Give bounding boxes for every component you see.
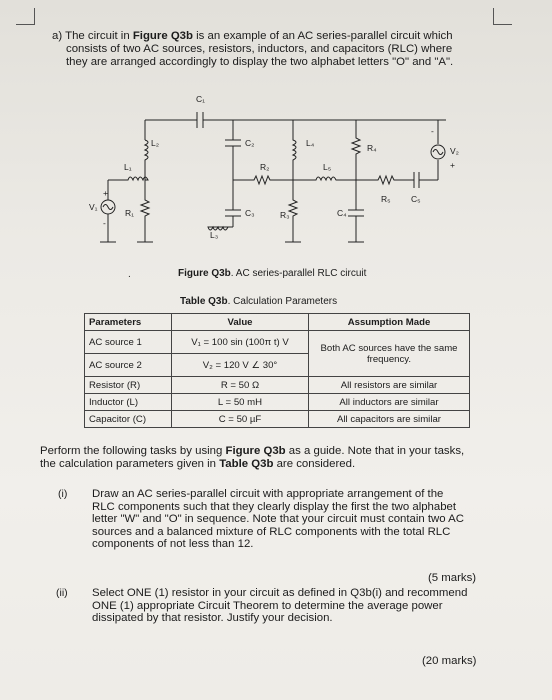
cell-assumption: All resistors are similar	[309, 377, 470, 394]
intro-text: is an example of an AC series-parallel circuit which	[192, 30, 453, 42]
cell-param: Capacitor (C)	[85, 411, 172, 428]
task-i-line: letter "W" and "O" in sequence. Note that your circuit must contain two AC	[92, 513, 464, 525]
table-header-row	[85, 314, 470, 331]
task-i-marks: (5 marks)	[428, 572, 477, 584]
stray-mark: .	[128, 269, 131, 280]
crop-mark-left	[16, 8, 35, 25]
question-intro	[52, 30, 492, 69]
cell-value: R = 50 Ω	[172, 377, 309, 394]
label-l1: L₁	[124, 162, 132, 172]
table-row	[85, 394, 470, 411]
label-c2: C₂	[245, 138, 255, 148]
cell-value: V₁ = 100 sin (100π t) V	[172, 331, 309, 354]
crop-mark-right	[493, 8, 512, 25]
task-ii-line: ONE (1) appropriate Circuit Theorem to determine the average power	[92, 599, 443, 612]
caption-label: Figure Q3b	[178, 268, 231, 279]
figure-reference: Figure Q3b	[132, 30, 193, 42]
cell-value: L = 50 mH	[172, 394, 309, 411]
label-v2-plus: +	[450, 160, 455, 170]
table-caption	[180, 295, 337, 308]
cell-param: AC source 1	[85, 331, 172, 354]
circuit-diagram	[88, 92, 488, 257]
label-l2: L₂	[151, 138, 160, 148]
header-assumption: Assumption Made	[309, 314, 470, 331]
task-ii-line: dissipated by that resistor. Justify your decision.	[92, 612, 333, 624]
label-r5: R₅	[381, 194, 391, 204]
table-row	[85, 411, 470, 428]
header-parameters: Parameters	[85, 314, 172, 331]
cell-param: Inductor (L)	[85, 394, 172, 411]
table-row	[85, 331, 470, 354]
tasks-text: are considered.	[273, 458, 356, 470]
task-ii-marks: (20 marks)	[422, 655, 477, 667]
label-l5: L₅	[323, 162, 332, 172]
tasks-figure-ref: Figure Q3b	[225, 445, 286, 457]
cell-param: AC source 2	[85, 354, 172, 377]
cell-assumption: All capacitors are similar	[309, 411, 470, 428]
intro-line-2: consists of two AC sources, resistors, inductors, and capacitors (RLC) where	[66, 43, 453, 55]
task-i-line: sources and a balanced mixture of RLC components with the total RLC	[92, 525, 451, 538]
label-v1: V₁	[89, 202, 98, 212]
intro-text: The circuit in	[65, 30, 133, 42]
tasks-intro	[40, 445, 464, 471]
task-ii-text	[92, 587, 467, 625]
table-caption-label: Table Q3b	[180, 296, 228, 307]
label-c1: C₁	[196, 94, 206, 104]
label-r4: R₄	[367, 143, 377, 153]
assumption-line-2: frequency.	[366, 353, 412, 365]
cell-param: Resistor (R)	[85, 377, 172, 394]
label-l4: L₄	[306, 138, 315, 148]
label-v2-minus: -	[431, 126, 434, 136]
label-v1-plus: +	[103, 188, 108, 198]
task-i-line: Draw an AC series-parallel circuit with appropriate arrangement of the	[92, 488, 444, 500]
intro-line-3: they are arranged accordingly to display the two alphabet letters "O" and "A".	[66, 56, 454, 68]
header-value: Value	[172, 314, 309, 331]
cell-assumption-merged	[309, 331, 470, 377]
figure-caption	[178, 267, 366, 280]
table-row	[85, 377, 470, 394]
table-caption-text: . Calculation Parameters	[227, 296, 338, 307]
label-v1-minus: -	[103, 218, 106, 228]
task-i-line: RLC components such that they clearly display the first the two alphabet	[92, 500, 457, 513]
assumption-line-1: Both AC sources have the same	[320, 342, 458, 354]
tasks-text: Perform the following tasks by using	[40, 445, 226, 457]
label-c3: C₃	[245, 208, 255, 218]
cell-assumption: All inductors are similar	[309, 394, 470, 411]
label-l3: L₃	[210, 230, 219, 240]
label-c4: C₄	[337, 208, 347, 218]
parameters-table	[84, 313, 470, 428]
label-c5: C₅	[411, 194, 421, 204]
caption-text: . AC series-parallel RLC circuit	[230, 268, 367, 279]
label-r1: R₁	[125, 208, 135, 218]
task-ii-number: (ii)	[56, 587, 68, 599]
label-r2: R₂	[260, 162, 270, 172]
cell-value: C = 50 µF	[172, 411, 309, 428]
tasks-text: the calculation parameters given in	[40, 458, 220, 470]
question-label: a)	[52, 30, 63, 42]
task-ii-line: Select ONE (1) resistor in your circuit as defined in Q3b(i) and recommend	[92, 587, 468, 599]
tasks-table-ref: Table Q3b	[219, 458, 274, 470]
task-i-text	[92, 488, 464, 551]
cell-value: V₂ = 120 V ∠ 30°	[172, 354, 309, 377]
label-v2: V₂	[450, 146, 459, 156]
label-r3: R₃	[280, 210, 290, 220]
task-i-line: components of not less than 12.	[92, 538, 254, 550]
tasks-text: as a guide. Note that in your tasks,	[285, 445, 465, 457]
task-i-number: (i)	[58, 488, 68, 500]
